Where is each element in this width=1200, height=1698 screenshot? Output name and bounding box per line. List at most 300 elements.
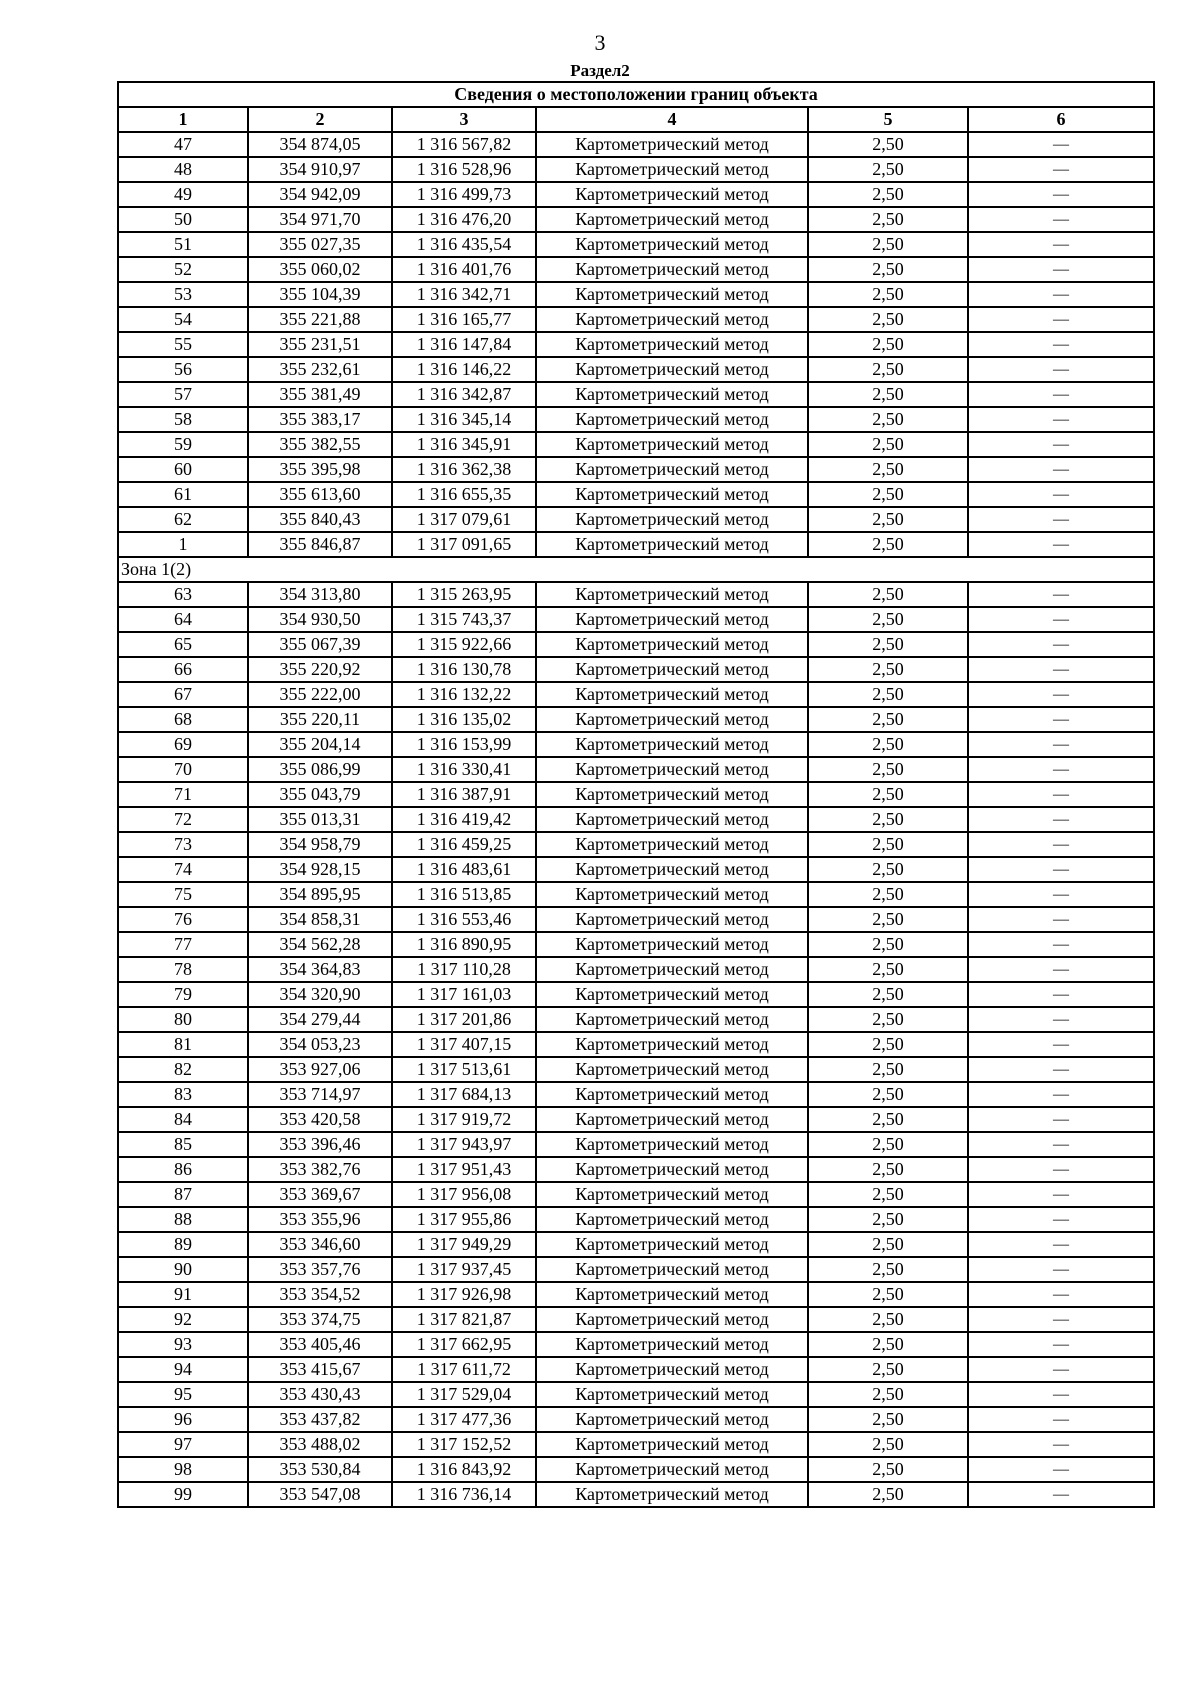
- x-coordinate-cell: 353 430,43: [248, 1382, 392, 1407]
- y-coordinate-cell: 1 315 743,37: [392, 607, 536, 632]
- point-number-cell: 48: [118, 157, 248, 182]
- point-number-cell: 52: [118, 257, 248, 282]
- note-cell: —: [968, 1407, 1154, 1432]
- y-coordinate-cell: 1 316 342,71: [392, 282, 536, 307]
- table-row: [118, 207, 1154, 232]
- point-number-cell: 67: [118, 682, 248, 707]
- y-coordinate-cell: 1 317 662,95: [392, 1332, 536, 1357]
- table-row: [118, 1357, 1154, 1382]
- determination-method-cell: Картометрический метод: [536, 132, 808, 157]
- point-number-cell: 79: [118, 982, 248, 1007]
- note-cell: —: [968, 1232, 1154, 1257]
- x-coordinate-cell: 355 840,43: [248, 507, 392, 532]
- y-coordinate-cell: 1 316 130,78: [392, 657, 536, 682]
- note-cell: —: [968, 307, 1154, 332]
- determination-method-cell: Картометрический метод: [536, 1032, 808, 1057]
- note-cell: —: [968, 482, 1154, 507]
- accuracy-cell: 2,50: [808, 432, 968, 457]
- note-cell: —: [968, 507, 1154, 532]
- accuracy-cell: 2,50: [808, 1157, 968, 1182]
- determination-method-cell: Картометрический метод: [536, 157, 808, 182]
- accuracy-cell: 2,50: [808, 1032, 968, 1057]
- table-row: [118, 1382, 1154, 1407]
- note-cell: —: [968, 282, 1154, 307]
- table-row: [118, 182, 1154, 207]
- table-row: [118, 282, 1154, 307]
- y-coordinate-cell: 1 315 263,95: [392, 582, 536, 607]
- accuracy-cell: 2,50: [808, 957, 968, 982]
- note-cell: —: [968, 157, 1154, 182]
- point-number-cell: 87: [118, 1182, 248, 1207]
- note-cell: —: [968, 732, 1154, 757]
- x-coordinate-cell: 355 846,87: [248, 532, 392, 557]
- x-coordinate-cell: 353 488,02: [248, 1432, 392, 1457]
- y-coordinate-cell: 1 316 387,91: [392, 782, 536, 807]
- note-cell: —: [968, 1357, 1154, 1382]
- note-cell: —: [968, 1382, 1154, 1407]
- note-cell: —: [968, 1057, 1154, 1082]
- determination-method-cell: Картометрический метод: [536, 757, 808, 782]
- y-coordinate-cell: 1 317 407,15: [392, 1032, 536, 1057]
- note-cell: —: [968, 457, 1154, 482]
- x-coordinate-cell: 353 437,82: [248, 1407, 392, 1432]
- table-row: [118, 482, 1154, 507]
- accuracy-cell: 2,50: [808, 1007, 968, 1032]
- x-coordinate-cell: 353 354,52: [248, 1282, 392, 1307]
- determination-method-cell: Картометрический метод: [536, 682, 808, 707]
- table-row: [118, 1332, 1154, 1357]
- table-header-row: [118, 107, 1154, 132]
- table-row: [118, 407, 1154, 432]
- determination-method-cell: Картометрический метод: [536, 1332, 808, 1357]
- determination-method-cell: Картометрический метод: [536, 1057, 808, 1082]
- table-row: [118, 307, 1154, 332]
- determination-method-cell: Картометрический метод: [536, 582, 808, 607]
- y-coordinate-cell: 1 316 435,54: [392, 232, 536, 257]
- table-row: [118, 682, 1154, 707]
- accuracy-cell: 2,50: [808, 457, 968, 482]
- point-number-cell: 70: [118, 757, 248, 782]
- note-cell: —: [968, 907, 1154, 932]
- x-coordinate-cell: 355 043,79: [248, 782, 392, 807]
- table-row: [118, 1232, 1154, 1257]
- note-cell: —: [968, 1207, 1154, 1232]
- y-coordinate-cell: 1 317 611,72: [392, 1357, 536, 1382]
- determination-method-cell: Картометрический метод: [536, 907, 808, 932]
- determination-method-cell: Картометрический метод: [536, 932, 808, 957]
- determination-method-cell: Картометрический метод: [536, 257, 808, 282]
- accuracy-cell: 2,50: [808, 282, 968, 307]
- y-coordinate-cell: 1 317 937,45: [392, 1257, 536, 1282]
- x-coordinate-cell: 354 562,28: [248, 932, 392, 957]
- x-coordinate-cell: 353 415,67: [248, 1357, 392, 1382]
- y-coordinate-cell: 1 316 330,41: [392, 757, 536, 782]
- note-cell: —: [968, 807, 1154, 832]
- table-row: [118, 607, 1154, 632]
- table-row: [118, 532, 1154, 557]
- note-cell: —: [968, 532, 1154, 557]
- determination-method-cell: Картометрический метод: [536, 532, 808, 557]
- table-row: [118, 932, 1154, 957]
- y-coordinate-cell: 1 317 161,03: [392, 982, 536, 1007]
- determination-method-cell: Картометрический метод: [536, 1157, 808, 1182]
- x-coordinate-cell: 354 858,31: [248, 907, 392, 932]
- determination-method-cell: Картометрический метод: [536, 182, 808, 207]
- accuracy-cell: 2,50: [808, 832, 968, 857]
- x-coordinate-cell: 354 928,15: [248, 857, 392, 882]
- x-coordinate-cell: 355 395,98: [248, 457, 392, 482]
- table-row: [118, 257, 1154, 282]
- y-coordinate-cell: 1 316 342,87: [392, 382, 536, 407]
- determination-method-cell: Картометрический метод: [536, 857, 808, 882]
- accuracy-cell: 2,50: [808, 307, 968, 332]
- y-coordinate-cell: 1 317 529,04: [392, 1382, 536, 1407]
- accuracy-cell: 2,50: [808, 782, 968, 807]
- accuracy-cell: 2,50: [808, 132, 968, 157]
- table-row: [118, 757, 1154, 782]
- x-coordinate-cell: 354 910,97: [248, 157, 392, 182]
- y-coordinate-cell: 1 316 165,77: [392, 307, 536, 332]
- note-cell: —: [968, 432, 1154, 457]
- accuracy-cell: 2,50: [808, 1482, 968, 1507]
- y-coordinate-cell: 1 317 079,61: [392, 507, 536, 532]
- determination-method-cell: Картометрический метод: [536, 1207, 808, 1232]
- determination-method-cell: Картометрический метод: [536, 432, 808, 457]
- point-number-cell: 75: [118, 882, 248, 907]
- determination-method-cell: Картометрический метод: [536, 382, 808, 407]
- table-row: [118, 807, 1154, 832]
- point-number-cell: 55: [118, 332, 248, 357]
- accuracy-cell: 2,50: [808, 1332, 968, 1357]
- y-coordinate-cell: 1 316 132,22: [392, 682, 536, 707]
- y-coordinate-cell: 1 316 567,82: [392, 132, 536, 157]
- column-header-6: 6: [968, 107, 1154, 132]
- point-number-cell: 74: [118, 857, 248, 882]
- y-coordinate-cell: 1 317 955,86: [392, 1207, 536, 1232]
- x-coordinate-cell: 355 204,14: [248, 732, 392, 757]
- x-coordinate-cell: 353 396,46: [248, 1132, 392, 1157]
- determination-method-cell: Картометрический метод: [536, 782, 808, 807]
- note-cell: —: [968, 682, 1154, 707]
- table-row: [118, 1457, 1154, 1482]
- y-coordinate-cell: 1 317 951,43: [392, 1157, 536, 1182]
- x-coordinate-cell: 355 086,99: [248, 757, 392, 782]
- point-number-cell: 73: [118, 832, 248, 857]
- accuracy-cell: 2,50: [808, 1107, 968, 1132]
- point-number-cell: 93: [118, 1332, 248, 1357]
- point-number-cell: 1: [118, 532, 248, 557]
- determination-method-cell: Картометрический метод: [536, 507, 808, 532]
- y-coordinate-cell: 1 316 513,85: [392, 882, 536, 907]
- x-coordinate-cell: 355 383,17: [248, 407, 392, 432]
- determination-method-cell: Картометрический метод: [536, 1432, 808, 1457]
- x-coordinate-cell: 353 382,76: [248, 1157, 392, 1182]
- y-coordinate-cell: 1 316 419,42: [392, 807, 536, 832]
- y-coordinate-cell: 1 317 091,65: [392, 532, 536, 557]
- table-row: [118, 507, 1154, 532]
- note-cell: —: [968, 1257, 1154, 1282]
- table-row: [118, 982, 1154, 1007]
- y-coordinate-cell: 1 316 147,84: [392, 332, 536, 357]
- point-number-cell: 99: [118, 1482, 248, 1507]
- point-number-cell: 72: [118, 807, 248, 832]
- column-header-5: 5: [808, 107, 968, 132]
- point-number-cell: 84: [118, 1107, 248, 1132]
- note-cell: —: [968, 757, 1154, 782]
- point-number-cell: 77: [118, 932, 248, 957]
- zone-label: Зона 1(2): [118, 557, 1154, 582]
- determination-method-cell: Картометрический метод: [536, 1182, 808, 1207]
- table-caption-row: [118, 82, 1154, 107]
- y-coordinate-cell: 1 317 919,72: [392, 1107, 536, 1132]
- determination-method-cell: Картометрический метод: [536, 1132, 808, 1157]
- table-row: [118, 1482, 1154, 1507]
- note-cell: —: [968, 1082, 1154, 1107]
- point-number-cell: 49: [118, 182, 248, 207]
- table-row: [118, 1207, 1154, 1232]
- note-cell: —: [968, 707, 1154, 732]
- point-number-cell: 82: [118, 1057, 248, 1082]
- table-row: [118, 1057, 1154, 1082]
- determination-method-cell: Картометрический метод: [536, 1307, 808, 1332]
- table-row: [118, 432, 1154, 457]
- y-coordinate-cell: 1 316 736,14: [392, 1482, 536, 1507]
- y-coordinate-cell: 1 317 926,98: [392, 1282, 536, 1307]
- y-coordinate-cell: 1 316 345,91: [392, 432, 536, 457]
- y-coordinate-cell: 1 317 949,29: [392, 1232, 536, 1257]
- point-number-cell: 64: [118, 607, 248, 632]
- point-number-cell: 90: [118, 1257, 248, 1282]
- accuracy-cell: 2,50: [808, 607, 968, 632]
- table-row: [118, 382, 1154, 407]
- x-coordinate-cell: 355 613,60: [248, 482, 392, 507]
- accuracy-cell: 2,50: [808, 857, 968, 882]
- y-coordinate-cell: 1 316 553,46: [392, 907, 536, 932]
- accuracy-cell: 2,50: [808, 357, 968, 382]
- x-coordinate-cell: 354 874,05: [248, 132, 392, 157]
- x-coordinate-cell: 353 405,46: [248, 1332, 392, 1357]
- x-coordinate-cell: 353 547,08: [248, 1482, 392, 1507]
- accuracy-cell: 2,50: [808, 682, 968, 707]
- note-cell: —: [968, 407, 1154, 432]
- point-number-cell: 66: [118, 657, 248, 682]
- determination-method-cell: Картометрический метод: [536, 1282, 808, 1307]
- y-coordinate-cell: 1 316 483,61: [392, 857, 536, 882]
- note-cell: —: [968, 1132, 1154, 1157]
- table-row: [118, 332, 1154, 357]
- y-coordinate-cell: 1 317 201,86: [392, 1007, 536, 1032]
- y-coordinate-cell: 1 315 922,66: [392, 632, 536, 657]
- zone-row: [118, 557, 1154, 582]
- determination-method-cell: Картометрический метод: [536, 457, 808, 482]
- determination-method-cell: Картометрический метод: [536, 282, 808, 307]
- x-coordinate-cell: 355 067,39: [248, 632, 392, 657]
- point-number-cell: 96: [118, 1407, 248, 1432]
- accuracy-cell: 2,50: [808, 1382, 968, 1407]
- table-row: [118, 357, 1154, 382]
- determination-method-cell: Картометрический метод: [536, 1482, 808, 1507]
- note-cell: —: [968, 332, 1154, 357]
- accuracy-cell: 2,50: [808, 1307, 968, 1332]
- note-cell: —: [968, 1332, 1154, 1357]
- x-coordinate-cell: 355 231,51: [248, 332, 392, 357]
- accuracy-cell: 2,50: [808, 382, 968, 407]
- point-number-cell: 63: [118, 582, 248, 607]
- note-cell: —: [968, 1007, 1154, 1032]
- y-coordinate-cell: 1 317 477,36: [392, 1407, 536, 1432]
- point-number-cell: 57: [118, 382, 248, 407]
- accuracy-cell: 2,50: [808, 657, 968, 682]
- x-coordinate-cell: 355 381,49: [248, 382, 392, 407]
- x-coordinate-cell: 353 369,67: [248, 1182, 392, 1207]
- table-body: [118, 132, 1154, 1507]
- accuracy-cell: 2,50: [808, 732, 968, 757]
- accuracy-cell: 2,50: [808, 1407, 968, 1432]
- note-cell: —: [968, 132, 1154, 157]
- accuracy-cell: 2,50: [808, 1357, 968, 1382]
- accuracy-cell: 2,50: [808, 982, 968, 1007]
- point-number-cell: 89: [118, 1232, 248, 1257]
- determination-method-cell: Картометрический метод: [536, 607, 808, 632]
- point-number-cell: 94: [118, 1357, 248, 1382]
- x-coordinate-cell: 353 346,60: [248, 1232, 392, 1257]
- point-number-cell: 76: [118, 907, 248, 932]
- table-row: [118, 1407, 1154, 1432]
- y-coordinate-cell: 1 316 499,73: [392, 182, 536, 207]
- determination-method-cell: Картометрический метод: [536, 207, 808, 232]
- table-row: [118, 732, 1154, 757]
- point-number-cell: 71: [118, 782, 248, 807]
- point-number-cell: 62: [118, 507, 248, 532]
- table-row: [118, 1132, 1154, 1157]
- accuracy-cell: 2,50: [808, 932, 968, 957]
- x-coordinate-cell: 355 027,35: [248, 232, 392, 257]
- point-number-cell: 98: [118, 1457, 248, 1482]
- y-coordinate-cell: 1 317 110,28: [392, 957, 536, 982]
- table-row: [118, 1157, 1154, 1182]
- x-coordinate-cell: 354 279,44: [248, 1007, 392, 1032]
- note-cell: —: [968, 982, 1154, 1007]
- x-coordinate-cell: 354 930,50: [248, 607, 392, 632]
- point-number-cell: 83: [118, 1082, 248, 1107]
- note-cell: —: [968, 182, 1154, 207]
- x-coordinate-cell: 355 232,61: [248, 357, 392, 382]
- point-number-cell: 91: [118, 1282, 248, 1307]
- point-number-cell: 88: [118, 1207, 248, 1232]
- x-coordinate-cell: 354 942,09: [248, 182, 392, 207]
- x-coordinate-cell: 355 220,11: [248, 707, 392, 732]
- table-row: [118, 582, 1154, 607]
- accuracy-cell: 2,50: [808, 807, 968, 832]
- x-coordinate-cell: 354 320,90: [248, 982, 392, 1007]
- determination-method-cell: Картометрический метод: [536, 407, 808, 432]
- table-caption: Сведения о местоположении границ объекта: [118, 82, 1154, 107]
- accuracy-cell: 2,50: [808, 632, 968, 657]
- accuracy-cell: 2,50: [808, 1232, 968, 1257]
- point-number-cell: 54: [118, 307, 248, 332]
- accuracy-cell: 2,50: [808, 1257, 968, 1282]
- note-cell: —: [968, 857, 1154, 882]
- determination-method-cell: Картометрический метод: [536, 832, 808, 857]
- table-row: [118, 632, 1154, 657]
- determination-method-cell: Картометрический метод: [536, 307, 808, 332]
- x-coordinate-cell: 355 104,39: [248, 282, 392, 307]
- note-cell: —: [968, 357, 1154, 382]
- determination-method-cell: Картометрический метод: [536, 482, 808, 507]
- x-coordinate-cell: 353 420,58: [248, 1107, 392, 1132]
- point-number-cell: 58: [118, 407, 248, 432]
- note-cell: —: [968, 1282, 1154, 1307]
- point-number-cell: 78: [118, 957, 248, 982]
- determination-method-cell: Картометрический метод: [536, 807, 808, 832]
- table-row: [118, 132, 1154, 157]
- x-coordinate-cell: 353 530,84: [248, 1457, 392, 1482]
- y-coordinate-cell: 1 316 890,95: [392, 932, 536, 957]
- accuracy-cell: 2,50: [808, 1057, 968, 1082]
- determination-method-cell: Картометрический метод: [536, 632, 808, 657]
- point-number-cell: 97: [118, 1432, 248, 1457]
- x-coordinate-cell: 355 013,31: [248, 807, 392, 832]
- x-coordinate-cell: 355 382,55: [248, 432, 392, 457]
- y-coordinate-cell: 1 316 843,92: [392, 1457, 536, 1482]
- table-row: [118, 907, 1154, 932]
- point-number-cell: 59: [118, 432, 248, 457]
- determination-method-cell: Картометрический метод: [536, 232, 808, 257]
- accuracy-cell: 2,50: [808, 1132, 968, 1157]
- section-title: Раздел2: [570, 61, 630, 80]
- point-number-cell: 86: [118, 1157, 248, 1182]
- point-number-cell: 51: [118, 232, 248, 257]
- determination-method-cell: Картометрический метод: [536, 1457, 808, 1482]
- accuracy-cell: 2,50: [808, 507, 968, 532]
- y-coordinate-cell: 1 316 146,22: [392, 357, 536, 382]
- x-coordinate-cell: 355 221,88: [248, 307, 392, 332]
- point-number-cell: 65: [118, 632, 248, 657]
- accuracy-cell: 2,50: [808, 907, 968, 932]
- determination-method-cell: Картометрический метод: [536, 982, 808, 1007]
- table-row: [118, 657, 1154, 682]
- table-row: [118, 782, 1154, 807]
- table-row: [118, 1007, 1154, 1032]
- note-cell: —: [968, 382, 1154, 407]
- x-coordinate-cell: 354 053,23: [248, 1032, 392, 1057]
- y-coordinate-cell: 1 317 956,08: [392, 1182, 536, 1207]
- accuracy-cell: 2,50: [808, 532, 968, 557]
- x-coordinate-cell: 353 714,97: [248, 1082, 392, 1107]
- note-cell: —: [968, 207, 1154, 232]
- table-row: [118, 1107, 1154, 1132]
- determination-method-cell: Картометрический метод: [536, 332, 808, 357]
- y-coordinate-cell: 1 316 362,38: [392, 457, 536, 482]
- accuracy-cell: 2,50: [808, 1182, 968, 1207]
- point-number-cell: 47: [118, 132, 248, 157]
- note-cell: —: [968, 1457, 1154, 1482]
- table-row: [118, 882, 1154, 907]
- column-header-3: 3: [392, 107, 536, 132]
- accuracy-cell: 2,50: [808, 1207, 968, 1232]
- determination-method-cell: Картометрический метод: [536, 1007, 808, 1032]
- point-number-cell: 81: [118, 1032, 248, 1057]
- accuracy-cell: 2,50: [808, 882, 968, 907]
- note-cell: —: [968, 832, 1154, 857]
- accuracy-cell: 2,50: [808, 332, 968, 357]
- y-coordinate-cell: 1 317 684,13: [392, 1082, 536, 1107]
- determination-method-cell: Картометрический метод: [536, 1407, 808, 1432]
- determination-method-cell: Картометрический метод: [536, 1107, 808, 1132]
- y-coordinate-cell: 1 316 135,02: [392, 707, 536, 732]
- x-coordinate-cell: 355 220,92: [248, 657, 392, 682]
- x-coordinate-cell: 353 357,76: [248, 1257, 392, 1282]
